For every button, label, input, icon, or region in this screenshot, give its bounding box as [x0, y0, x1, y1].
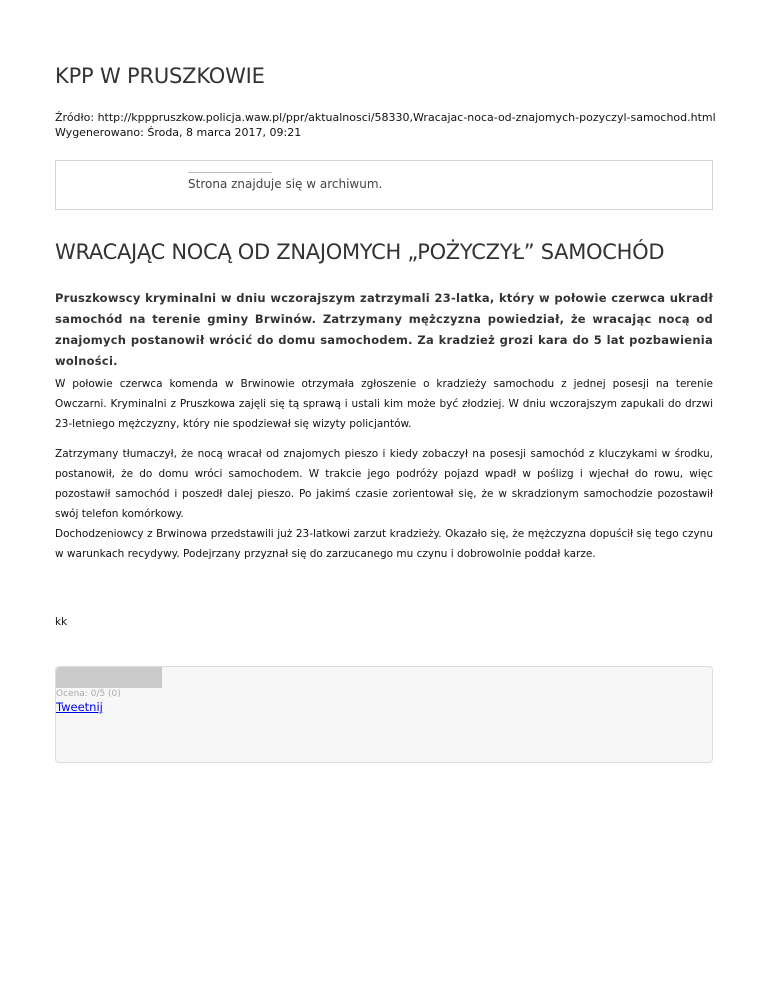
article-lead: Pruszkowscy kryminalni w dniu wczorajszym zatrzymali 23-latka, który w połowie czerwca ukradł samochód na terenie gminy Brwinów. Zatrzymany mężczyzna powiedział, że wracając nocą od znajomych postanowił wrócić do domu samochodem. Za kradzież grozi kara do 5 lat pozbawienia wolności. [55, 291, 713, 368]
article-paragraph: Dochodzeniowcy z Brwinowa przedstawili już 23-latkowi zarzut kradzieży. Okazało się, że mężczyzna dopuścił się tego czynu w warunkach recydywy. Podejrzany przyznał się do zarzucanego mu czynu i dobrowolnie poddał karze. [55, 528, 713, 560]
article-paragraph: W połowie czerwca komenda w Brwinowie otrzymała zgłoszenie o kradzieży samochodu z jednej posesji na terenie Owczarni. Kryminalni z Pruszkowa zajęli się tą sprawą i ustali kim może być złodziej. W dniu wczorajszym zapukali do drzwi 23-letniego mężczyzny, który nie spodziewał się wizyty policjantów. [55, 378, 713, 430]
rating-share-box [55, 666, 713, 763]
archive-notice-divider [188, 172, 272, 173]
rating-text: Ocena: 0/5 (0) [56, 689, 121, 699]
author-signature: kk [55, 616, 68, 628]
generated-date-line: Wygenerowano: Środa, 8 marca 2017, 09:21 [55, 126, 302, 139]
article-paragraph: Zatrzymany tłumaczył, że nocą wracał od znajomych pieszo i kiedy zobaczył na posesji samochód z kluczykami w środku, postanowił, że do domu wróci samochodem. W trakcie jego podróży pojazd wpadł w poślizg i wjechał do rowu, więc pozostawił samochód i poszedł dalej pieszo. Po jakimś czasie zorientował się, że w skradzionym samochodzie pozostawił swój telefon komórkowy. [55, 448, 713, 520]
archive-notice-box [55, 160, 713, 210]
archive-notice-text: Strona znajduje się w archiwum. [188, 177, 383, 191]
rating-stars-bar[interactable] [56, 667, 162, 688]
article-title: WRACAJĄC NOCĄ OD ZNAJOMYCH „POŻYCZYŁ” SAMOCHÓD [55, 240, 665, 264]
source-url-line: Źródło: http://kpppruszkow.policja.waw.pl/ppr/aktualnosci/58330,Wracajac-noca-od-znajomych-pozyczyl-samochod.html [55, 111, 716, 124]
tweet-link[interactable]: Tweetnij [56, 700, 103, 714]
print-meta [55, 110, 716, 140]
site-title: KPP W PRUSZKOWIE [55, 64, 265, 88]
